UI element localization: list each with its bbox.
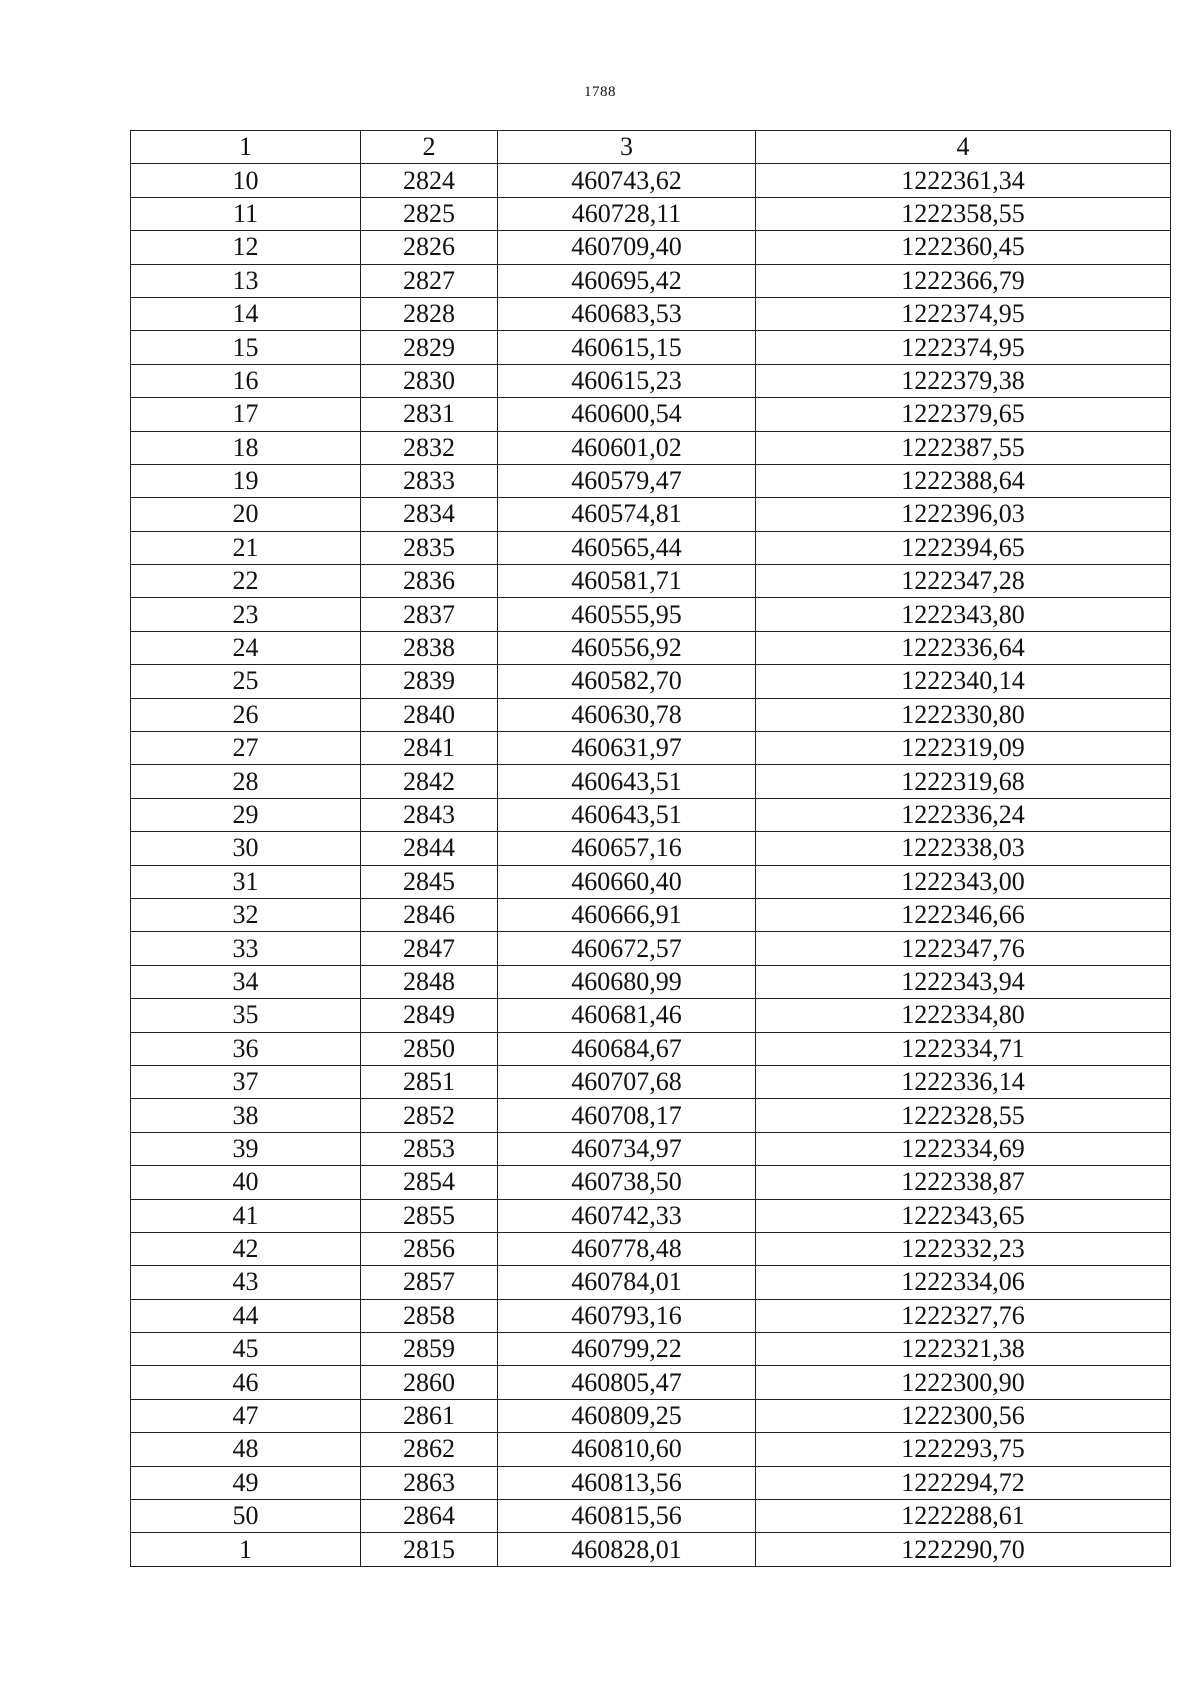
table-row bbox=[131, 1433, 1171, 1466]
point-number-cell: 39 bbox=[131, 1132, 361, 1165]
table-row bbox=[131, 1533, 1171, 1566]
x-coordinate-cell: 460643,51 bbox=[498, 798, 756, 831]
x-coordinate-cell: 460734,97 bbox=[498, 1132, 756, 1165]
x-coordinate-cell: 460565,44 bbox=[498, 531, 756, 564]
point-number-cell: 44 bbox=[131, 1299, 361, 1332]
coordinates-table-container bbox=[130, 130, 1170, 1567]
y-coordinate-cell: 1222343,00 bbox=[756, 865, 1171, 898]
table-row bbox=[131, 1500, 1171, 1533]
node-id-cell: 2833 bbox=[361, 464, 498, 497]
x-coordinate-cell: 460809,25 bbox=[498, 1399, 756, 1432]
node-id-cell: 2850 bbox=[361, 1032, 498, 1065]
x-coordinate-cell: 460695,42 bbox=[498, 264, 756, 297]
x-coordinate-cell: 460556,92 bbox=[498, 631, 756, 664]
table-row bbox=[131, 264, 1171, 297]
y-coordinate-cell: 1222293,75 bbox=[756, 1433, 1171, 1466]
y-coordinate-cell: 1222387,55 bbox=[756, 431, 1171, 464]
table-row bbox=[131, 798, 1171, 831]
table-row bbox=[131, 1132, 1171, 1165]
node-id-cell: 2864 bbox=[361, 1500, 498, 1533]
x-coordinate-cell: 460631,97 bbox=[498, 732, 756, 765]
x-coordinate-cell: 460813,56 bbox=[498, 1466, 756, 1499]
point-number-cell: 40 bbox=[131, 1166, 361, 1199]
x-coordinate-cell: 460657,16 bbox=[498, 832, 756, 865]
node-id-cell: 2836 bbox=[361, 565, 498, 598]
y-coordinate-cell: 1222319,09 bbox=[756, 732, 1171, 765]
point-number-cell: 45 bbox=[131, 1333, 361, 1366]
table-header bbox=[131, 131, 1171, 164]
point-number-cell: 50 bbox=[131, 1500, 361, 1533]
y-coordinate-cell: 1222343,65 bbox=[756, 1199, 1171, 1232]
x-coordinate-cell: 460709,40 bbox=[498, 231, 756, 264]
table-row bbox=[131, 598, 1171, 631]
y-coordinate-cell: 1222338,03 bbox=[756, 832, 1171, 865]
table-row bbox=[131, 1466, 1171, 1499]
point-number-cell: 20 bbox=[131, 498, 361, 531]
y-coordinate-cell: 1222374,95 bbox=[756, 297, 1171, 330]
x-coordinate-cell: 460630,78 bbox=[498, 698, 756, 731]
y-coordinate-cell: 1222288,61 bbox=[756, 1500, 1171, 1533]
y-coordinate-cell: 1222334,71 bbox=[756, 1032, 1171, 1065]
y-coordinate-cell: 1222334,80 bbox=[756, 999, 1171, 1032]
y-coordinate-cell: 1222358,55 bbox=[756, 197, 1171, 230]
node-id-cell: 2828 bbox=[361, 297, 498, 330]
node-id-cell: 2842 bbox=[361, 765, 498, 798]
point-number-cell: 23 bbox=[131, 598, 361, 631]
table-row bbox=[131, 197, 1171, 230]
table-row bbox=[131, 1065, 1171, 1098]
node-id-cell: 2857 bbox=[361, 1266, 498, 1299]
node-id-cell: 2815 bbox=[361, 1533, 498, 1566]
node-id-cell: 2855 bbox=[361, 1199, 498, 1232]
point-number-cell: 47 bbox=[131, 1399, 361, 1432]
table-row bbox=[131, 898, 1171, 931]
table-row bbox=[131, 1166, 1171, 1199]
node-id-cell: 2826 bbox=[361, 231, 498, 264]
x-coordinate-cell: 460643,51 bbox=[498, 765, 756, 798]
x-coordinate-cell: 460743,62 bbox=[498, 164, 756, 197]
table-row bbox=[131, 832, 1171, 865]
node-id-cell: 2843 bbox=[361, 798, 498, 831]
y-coordinate-cell: 1222379,65 bbox=[756, 398, 1171, 431]
column-header-2: 2 bbox=[361, 131, 498, 164]
x-coordinate-cell: 460681,46 bbox=[498, 999, 756, 1032]
table-row bbox=[131, 498, 1171, 531]
point-number-cell: 37 bbox=[131, 1065, 361, 1098]
point-number-cell: 49 bbox=[131, 1466, 361, 1499]
table-row bbox=[131, 364, 1171, 397]
y-coordinate-cell: 1222343,94 bbox=[756, 965, 1171, 998]
point-number-cell: 34 bbox=[131, 965, 361, 998]
table-row bbox=[131, 164, 1171, 197]
x-coordinate-cell: 460742,33 bbox=[498, 1199, 756, 1232]
table-row bbox=[131, 1199, 1171, 1232]
y-coordinate-cell: 1222321,38 bbox=[756, 1333, 1171, 1366]
point-number-cell: 27 bbox=[131, 732, 361, 765]
y-coordinate-cell: 1222327,76 bbox=[756, 1299, 1171, 1332]
node-id-cell: 2834 bbox=[361, 498, 498, 531]
x-coordinate-cell: 460793,16 bbox=[498, 1299, 756, 1332]
point-number-cell: 19 bbox=[131, 464, 361, 497]
node-id-cell: 2840 bbox=[361, 698, 498, 731]
node-id-cell: 2839 bbox=[361, 665, 498, 698]
x-coordinate-cell: 460600,54 bbox=[498, 398, 756, 431]
point-number-cell: 46 bbox=[131, 1366, 361, 1399]
point-number-cell: 22 bbox=[131, 565, 361, 598]
table-body bbox=[131, 164, 1171, 1566]
y-coordinate-cell: 1222336,14 bbox=[756, 1065, 1171, 1098]
table-row bbox=[131, 398, 1171, 431]
x-coordinate-cell: 460683,53 bbox=[498, 297, 756, 330]
x-coordinate-cell: 460601,02 bbox=[498, 431, 756, 464]
y-coordinate-cell: 1222300,90 bbox=[756, 1366, 1171, 1399]
point-number-cell: 36 bbox=[131, 1032, 361, 1065]
point-number-cell: 29 bbox=[131, 798, 361, 831]
node-id-cell: 2860 bbox=[361, 1366, 498, 1399]
y-coordinate-cell: 1222347,76 bbox=[756, 932, 1171, 965]
node-id-cell: 2852 bbox=[361, 1099, 498, 1132]
node-id-cell: 2863 bbox=[361, 1466, 498, 1499]
point-number-cell: 32 bbox=[131, 898, 361, 931]
table-row bbox=[131, 965, 1171, 998]
x-coordinate-cell: 460555,95 bbox=[498, 598, 756, 631]
point-number-cell: 18 bbox=[131, 431, 361, 464]
point-number-cell: 17 bbox=[131, 398, 361, 431]
column-header-1: 1 bbox=[131, 131, 361, 164]
x-coordinate-cell: 460810,60 bbox=[498, 1433, 756, 1466]
point-number-cell: 31 bbox=[131, 865, 361, 898]
point-number-cell: 1 bbox=[131, 1533, 361, 1566]
y-coordinate-cell: 1222374,95 bbox=[756, 331, 1171, 364]
table-row bbox=[131, 1299, 1171, 1332]
y-coordinate-cell: 1222360,45 bbox=[756, 231, 1171, 264]
node-id-cell: 2854 bbox=[361, 1166, 498, 1199]
y-coordinate-cell: 1222361,34 bbox=[756, 164, 1171, 197]
table-row bbox=[131, 865, 1171, 898]
table-row bbox=[131, 297, 1171, 330]
x-coordinate-cell: 460815,56 bbox=[498, 1500, 756, 1533]
x-coordinate-cell: 460728,11 bbox=[498, 197, 756, 230]
node-id-cell: 2841 bbox=[361, 732, 498, 765]
node-id-cell: 2825 bbox=[361, 197, 498, 230]
node-id-cell: 2858 bbox=[361, 1299, 498, 1332]
y-coordinate-cell: 1222366,79 bbox=[756, 264, 1171, 297]
x-coordinate-cell: 460805,47 bbox=[498, 1366, 756, 1399]
table-row bbox=[131, 1266, 1171, 1299]
x-coordinate-cell: 460684,67 bbox=[498, 1032, 756, 1065]
point-number-cell: 28 bbox=[131, 765, 361, 798]
point-number-cell: 16 bbox=[131, 364, 361, 397]
node-id-cell: 2846 bbox=[361, 898, 498, 931]
y-coordinate-cell: 1222300,56 bbox=[756, 1399, 1171, 1432]
x-coordinate-cell: 460799,22 bbox=[498, 1333, 756, 1366]
table-row bbox=[131, 331, 1171, 364]
y-coordinate-cell: 1222336,24 bbox=[756, 798, 1171, 831]
node-id-cell: 2849 bbox=[361, 999, 498, 1032]
column-header-3: 3 bbox=[498, 131, 756, 164]
page-number: 1788 bbox=[584, 84, 616, 100]
node-id-cell: 2845 bbox=[361, 865, 498, 898]
y-coordinate-cell: 1222388,64 bbox=[756, 464, 1171, 497]
point-number-cell: 35 bbox=[131, 999, 361, 1032]
x-coordinate-cell: 460581,71 bbox=[498, 565, 756, 598]
node-id-cell: 2827 bbox=[361, 264, 498, 297]
y-coordinate-cell: 1222336,64 bbox=[756, 631, 1171, 664]
table-row bbox=[131, 231, 1171, 264]
point-number-cell: 43 bbox=[131, 1266, 361, 1299]
node-id-cell: 2847 bbox=[361, 932, 498, 965]
y-coordinate-cell: 1222334,06 bbox=[756, 1266, 1171, 1299]
node-id-cell: 2851 bbox=[361, 1065, 498, 1098]
point-number-cell: 42 bbox=[131, 1232, 361, 1265]
x-coordinate-cell: 460738,50 bbox=[498, 1166, 756, 1199]
table-row bbox=[131, 732, 1171, 765]
y-coordinate-cell: 1222332,23 bbox=[756, 1232, 1171, 1265]
table-row bbox=[131, 531, 1171, 564]
node-id-cell: 2837 bbox=[361, 598, 498, 631]
x-coordinate-cell: 460660,40 bbox=[498, 865, 756, 898]
x-coordinate-cell: 460828,01 bbox=[498, 1533, 756, 1566]
table-row bbox=[131, 1366, 1171, 1399]
table-row bbox=[131, 765, 1171, 798]
x-coordinate-cell: 460778,48 bbox=[498, 1232, 756, 1265]
y-coordinate-cell: 1222330,80 bbox=[756, 698, 1171, 731]
y-coordinate-cell: 1222334,69 bbox=[756, 1132, 1171, 1165]
point-number-cell: 30 bbox=[131, 832, 361, 865]
node-id-cell: 2862 bbox=[361, 1433, 498, 1466]
point-number-cell: 15 bbox=[131, 331, 361, 364]
x-coordinate-cell: 460666,91 bbox=[498, 898, 756, 931]
table-row bbox=[131, 1399, 1171, 1432]
point-number-cell: 10 bbox=[131, 164, 361, 197]
x-coordinate-cell: 460708,17 bbox=[498, 1099, 756, 1132]
node-id-cell: 2824 bbox=[361, 164, 498, 197]
x-coordinate-cell: 460784,01 bbox=[498, 1266, 756, 1299]
point-number-cell: 33 bbox=[131, 932, 361, 965]
header-row bbox=[131, 131, 1171, 164]
y-coordinate-cell: 1222340,14 bbox=[756, 665, 1171, 698]
y-coordinate-cell: 1222396,03 bbox=[756, 498, 1171, 531]
x-coordinate-cell: 460672,57 bbox=[498, 932, 756, 965]
point-number-cell: 48 bbox=[131, 1433, 361, 1466]
table-row bbox=[131, 932, 1171, 965]
y-coordinate-cell: 1222319,68 bbox=[756, 765, 1171, 798]
table-row bbox=[131, 698, 1171, 731]
table-row bbox=[131, 431, 1171, 464]
x-coordinate-cell: 460615,23 bbox=[498, 364, 756, 397]
node-id-cell: 2829 bbox=[361, 331, 498, 364]
x-coordinate-cell: 460615,15 bbox=[498, 331, 756, 364]
table-row bbox=[131, 999, 1171, 1032]
node-id-cell: 2832 bbox=[361, 431, 498, 464]
y-coordinate-cell: 1222379,38 bbox=[756, 364, 1171, 397]
table-row bbox=[131, 565, 1171, 598]
y-coordinate-cell: 1222290,70 bbox=[756, 1533, 1171, 1566]
point-number-cell: 38 bbox=[131, 1099, 361, 1132]
point-number-cell: 14 bbox=[131, 297, 361, 330]
table-row bbox=[131, 1099, 1171, 1132]
node-id-cell: 2856 bbox=[361, 1232, 498, 1265]
point-number-cell: 24 bbox=[131, 631, 361, 664]
x-coordinate-cell: 460582,70 bbox=[498, 665, 756, 698]
table-row bbox=[131, 631, 1171, 664]
point-number-cell: 26 bbox=[131, 698, 361, 731]
table-row bbox=[131, 665, 1171, 698]
point-number-cell: 11 bbox=[131, 197, 361, 230]
node-id-cell: 2844 bbox=[361, 832, 498, 865]
table-row bbox=[131, 1032, 1171, 1065]
x-coordinate-cell: 460579,47 bbox=[498, 464, 756, 497]
coordinates-table bbox=[130, 130, 1171, 1567]
node-id-cell: 2838 bbox=[361, 631, 498, 664]
node-id-cell: 2848 bbox=[361, 965, 498, 998]
node-id-cell: 2859 bbox=[361, 1333, 498, 1366]
y-coordinate-cell: 1222343,80 bbox=[756, 598, 1171, 631]
x-coordinate-cell: 460680,99 bbox=[498, 965, 756, 998]
point-number-cell: 25 bbox=[131, 665, 361, 698]
node-id-cell: 2830 bbox=[361, 364, 498, 397]
table-row bbox=[131, 464, 1171, 497]
table-row bbox=[131, 1333, 1171, 1366]
column-header-4: 4 bbox=[756, 131, 1171, 164]
y-coordinate-cell: 1222328,55 bbox=[756, 1099, 1171, 1132]
y-coordinate-cell: 1222346,66 bbox=[756, 898, 1171, 931]
y-coordinate-cell: 1222294,72 bbox=[756, 1466, 1171, 1499]
node-id-cell: 2831 bbox=[361, 398, 498, 431]
y-coordinate-cell: 1222338,87 bbox=[756, 1166, 1171, 1199]
point-number-cell: 12 bbox=[131, 231, 361, 264]
x-coordinate-cell: 460574,81 bbox=[498, 498, 756, 531]
y-coordinate-cell: 1222347,28 bbox=[756, 565, 1171, 598]
point-number-cell: 21 bbox=[131, 531, 361, 564]
point-number-cell: 13 bbox=[131, 264, 361, 297]
table-row bbox=[131, 1232, 1171, 1265]
node-id-cell: 2861 bbox=[361, 1399, 498, 1432]
point-number-cell: 41 bbox=[131, 1199, 361, 1232]
x-coordinate-cell: 460707,68 bbox=[498, 1065, 756, 1098]
node-id-cell: 2853 bbox=[361, 1132, 498, 1165]
node-id-cell: 2835 bbox=[361, 531, 498, 564]
y-coordinate-cell: 1222394,65 bbox=[756, 531, 1171, 564]
